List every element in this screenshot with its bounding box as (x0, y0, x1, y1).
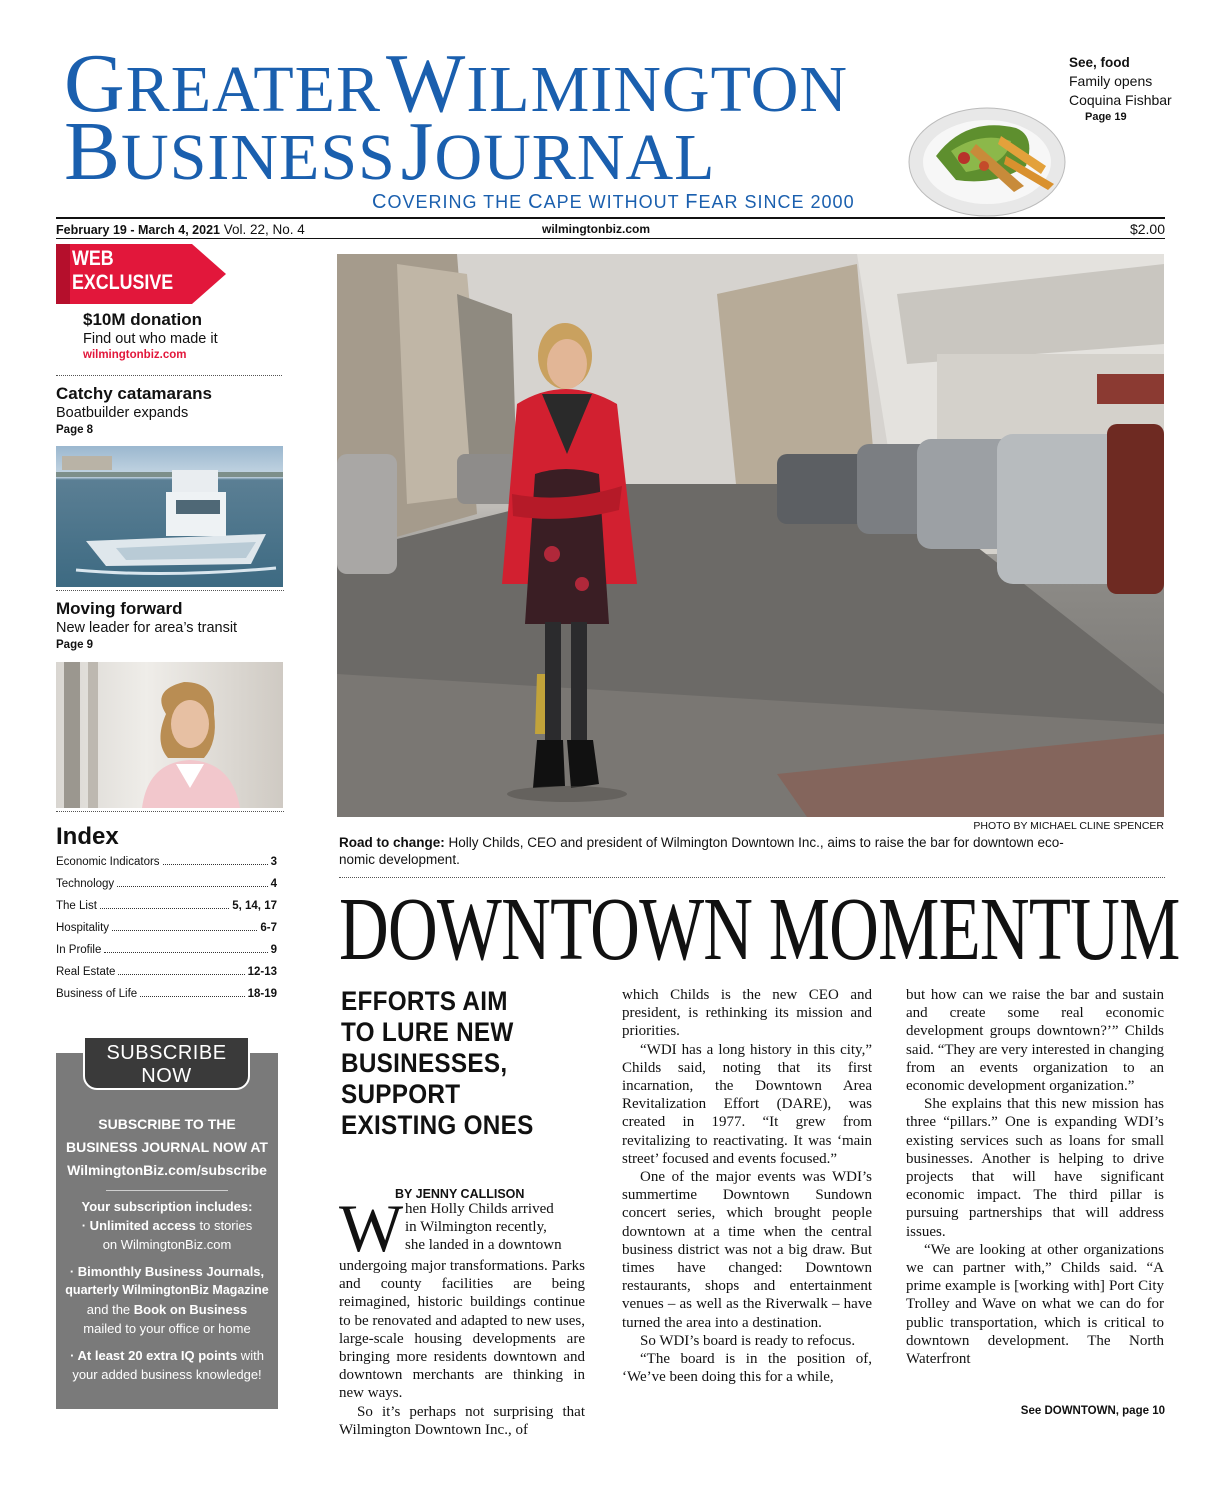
story-catamarans-title: Catchy catamarans (56, 384, 212, 403)
masthead-tagline: COVERING THE CAPE WITHOUT FEAR SINCE 2000 (372, 191, 855, 213)
masthead-rule (56, 217, 1165, 219)
index-row[interactable]: Economic Indicators 3 (56, 856, 277, 868)
subscribe-link[interactable]: WilmingtonBiz.com/subscribe (67, 1162, 267, 1178)
index-title: Index (56, 823, 119, 850)
web-story-link[interactable]: wilmingtonbiz.com (83, 349, 187, 361)
story-moving-forward[interactable] (56, 599, 282, 653)
photo-caption: Road to change: Holly Childs, CEO and president of Wilmington Downtown Inc., aims to raise the bar for downtown eco- nomic development. (339, 835, 1064, 867)
sidebar-divider-1 (56, 375, 282, 376)
transit-leader-photo[interactable] (56, 662, 283, 808)
photo-credit: PHOTO BY MICHAEL CLINE SPENCER (973, 820, 1164, 832)
main-photo[interactable] (337, 254, 1164, 817)
story-catamarans[interactable] (56, 384, 282, 438)
sidebar-divider-3 (56, 811, 284, 812)
article-byline: BY JENNY CALLISON (395, 1187, 525, 1201)
subscribe-divider (106, 1190, 228, 1191)
teaser-food[interactable] (1069, 54, 1209, 124)
web-story-sub: Find out who made it (83, 331, 218, 347)
issue-date: February 19 - March 4, 2021 (56, 223, 220, 237)
sidebar-divider-2 (56, 590, 284, 591)
dateline-website[interactable]: wilmingtonbiz.com (542, 222, 650, 236)
article-headline: DOWNTOWN MOMENTUM (339, 880, 1180, 979)
index-row[interactable]: Business of Life 18-19 (56, 988, 277, 1000)
subscribe-benefits: Your subscription includes: · Unlimited access to stories on WilmingtonBiz.com · Bimonthly Business Journals, quarterly WilmingtonBiz Magazine and the Book on Business mailed to your office or home · At least 20 extra IQ points with your added business knowledge! (65, 1199, 269, 1382)
index-row[interactable]: Hospitality 6-7 (56, 922, 277, 934)
index-row[interactable]: The List 5, 14, 17 (56, 900, 277, 912)
article-jump[interactable]: See DOWNTOWN, page 10 (1020, 1405, 1165, 1417)
teaser-line-1: Family opens (1069, 73, 1153, 89)
article-column-2: which Childs is the new CEO and president, is rethinking its mission and priorities. “WDI has a long history in this city,” Childs said, noting that its first incarnation, the Downtown Area Revitalization Effort (DARE), was created in 1977. “It grew from revitalizing to reactivating. It was ‘main street’ focused and events focused.” One of the major events was WDI’s summertime Downtown Sundown concert series, which brought people downtown at a time when the central business district was not a big draw. But times have changed: Downtown restaurants, shops and entertainment venues – as well as the Riverwalk – have turned the area into a destination. So WDI’s board is ready to refocus. “The board is in the position of, ‘We’ve been doing this for a while, (622, 987, 872, 1386)
story-catamarans-page: Page 8 (56, 424, 94, 436)
catamaran-photo[interactable] (56, 446, 283, 587)
web-exclusive-story[interactable] (83, 310, 283, 363)
subscribe-now-button[interactable]: SUBSCRIBE NOW (83, 1036, 250, 1090)
story-moving-sub: New leader for area’s transit (56, 620, 238, 636)
food-plate-image[interactable] (906, 96, 1068, 220)
dateline (56, 222, 305, 237)
caption-divider (339, 877, 1165, 878)
web-banner-line-1: WEB (72, 247, 114, 270)
dateline-rule (56, 238, 1165, 239)
index-list (56, 851, 277, 1005)
index-row[interactable]: In Profile 9 (56, 944, 277, 956)
index-row[interactable]: Technology 4 (56, 878, 277, 890)
teaser-title: See, food (1069, 55, 1130, 70)
teaser-page: Page 19 (1085, 111, 1127, 123)
subscribe-box (56, 1042, 278, 1409)
article-column-3: but how can we raise the bar and sustain and create some real economic development groups downtown?’” Childs said. “They are very interested in changing from an events organization to an economic development organization.” She explains that this new mission has three “pillars.” One is expanding WDI’s existing services such as loans for small businesses. Another is helping to drive projects that will have significant economic impact. The third pillar is pursuing partnerships that will address issues. “We are looking at other organizations we can partner with,” Childs said. “A prime example is [working with] Port City Trolley and Wave on what we can do for public transportation, which is critical to downtown development. The North Waterfront (906, 987, 1164, 1368)
masthead-line-2: BUSINESS JOURNAL (64, 105, 716, 198)
story-catamarans-sub: Boatbuilder expands (56, 405, 189, 421)
web-story-title: $10M donation (83, 310, 203, 329)
issue-price: $2.00 (1129, 221, 1165, 237)
article-subhead: EFFORTS AIM TO LURE NEW BUSINESSES, SUPPORT EXISTING ONES (341, 986, 534, 1140)
masthead-line-1: GREATER WILMINGTON (64, 37, 849, 130)
index-row[interactable]: Real Estate 12-13 (56, 966, 277, 978)
story-moving-page: Page 9 (56, 639, 94, 651)
subscribe-headline: SUBSCRIBE TO THE BUSINESS JOURNAL NOW AT WilmingtonBiz.com/subscribe (56, 1113, 278, 1182)
issue-volume: Vol. 22, No. 4 (219, 222, 305, 237)
masthead-title (64, 37, 904, 198)
web-exclusive-banner[interactable] (56, 244, 228, 304)
story-moving-title: Moving forward (56, 599, 183, 618)
web-banner-line-2: EXCLUSIVE (72, 271, 174, 294)
teaser-line-2: Coquina Fishbar (1069, 92, 1172, 108)
drop-cap: W (339, 1190, 404, 1266)
article-column-1: W hen Holly Childs arrived in Wilmington recently, she landed in a downtown undergoing major transformations. Parks and county facilities are being reimagined, historic buildings continue to be renovated and adapted to new uses, large-scale housing developments are bringing more residents downtown and downtown merchants are thinking in new ways. So it’s perhaps not surprising that Wilmington Downtown Inc., of (339, 1190, 585, 1438)
